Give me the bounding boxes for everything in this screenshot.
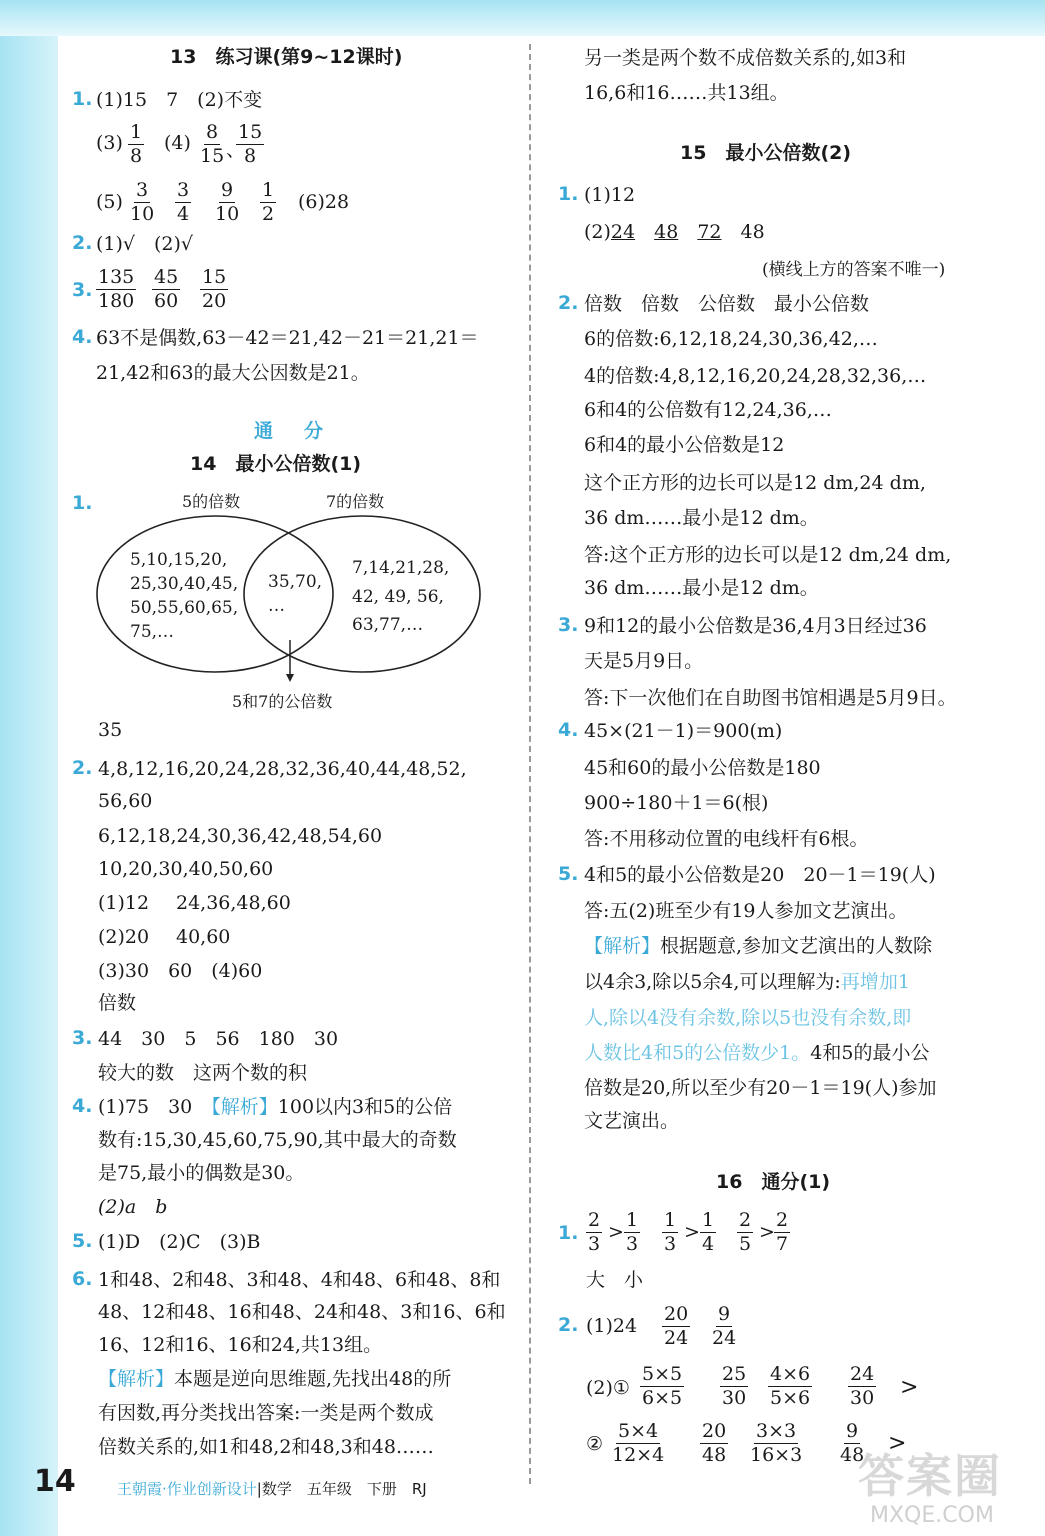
fraction: $\frac{1}{4}$	[702, 1209, 715, 1255]
answer-line: 16,6和16……共13组。	[584, 82, 789, 104]
answer-line: 【解析】根据题意,参加文艺演出的人数除	[584, 935, 933, 957]
separator: 、	[226, 139, 246, 161]
answer-line: 36 dm……最小是12 dm。	[584, 507, 819, 529]
answer-line: 这个正方形的边长可以是12 dm,24 dm,	[584, 472, 926, 494]
answer-line: 大 小	[586, 1269, 644, 1291]
fraction: $\frac{8}{15}$	[200, 121, 225, 167]
q-number: 3.	[72, 1027, 93, 1049]
fraction: $\frac{20}{48}$	[702, 1420, 727, 1466]
fraction: $\frac{25}{30}$	[722, 1363, 747, 1409]
answer-line: 6的倍数:6,12,18,24,30,36,42,…	[584, 328, 878, 350]
fraction: $\frac{9}{10}$	[215, 179, 240, 225]
fraction: $\frac{3}{4}$	[177, 179, 190, 225]
fraction: $\frac{1}{2}$	[262, 179, 275, 225]
fraction: $\frac{9}{24}$	[712, 1303, 737, 1349]
answer-line: 人,除以4没有余数,除以5也没有余数,即	[584, 1007, 912, 1029]
answer-line: 6和4的最小公倍数是12	[584, 434, 785, 456]
compare-sign: >	[900, 1375, 919, 1400]
answer-label: (2)①	[586, 1377, 630, 1399]
fraction: $\frac{15}{8}$	[238, 121, 263, 167]
answer-line: (2)a b	[98, 1196, 168, 1218]
venn-common-label: 5和7的公倍数	[232, 692, 333, 711]
q-number: 2.	[558, 292, 579, 314]
answer-line: (2)20	[98, 926, 150, 948]
fraction: $\frac{1}{8}$	[130, 121, 143, 167]
note: (横线上方的答案不唯一)	[762, 260, 946, 280]
watermark-logo: 答案圈	[858, 1449, 1002, 1503]
page-number: 14	[34, 1464, 76, 1499]
venn-set-a: 50,55,60,65,	[130, 598, 239, 618]
answer-line: 4和5的最小公倍数是20 20－1＝19(人)	[584, 864, 936, 886]
fraction: $\frac{3}{10}$	[130, 179, 155, 225]
answer-line: 44 30 5 56 180 30	[98, 1028, 339, 1050]
fraction: $\frac{5\times 4}{12\times 4}$	[612, 1420, 665, 1466]
q-number: 1.	[558, 1222, 579, 1244]
q-number: 6.	[72, 1268, 93, 1290]
answer-line: 倍数是20,所以至少有20－1＝19(人)参加	[584, 1077, 937, 1099]
q-number: 1.	[72, 88, 93, 110]
compare-sign: >	[608, 1221, 624, 1243]
answer-line: (1)√ (2)√	[96, 233, 194, 255]
answer-line: 有因数,再分类找出答案:一类是两个数成	[98, 1402, 434, 1424]
answer-line: 45和60的最小公倍数是180	[584, 757, 821, 779]
q-number: 5.	[72, 1230, 93, 1252]
lesson-15-title: 15 最小公倍数(2)	[680, 142, 852, 164]
fraction: $\frac{3\times 3}{16\times 3}$	[750, 1420, 803, 1466]
fraction: $\frac{45}{60}$	[154, 266, 179, 312]
answer-line: 较大的数 这两个数的积	[98, 1062, 308, 1084]
answer-line: 56,60	[98, 790, 153, 812]
fraction: $\frac{4\times 6}{5\times 6}$	[770, 1363, 811, 1409]
answer-line: (1)75 30 【解析】100以内3和5的公倍	[98, 1096, 453, 1118]
answer-line: (3)30 60 (4)60	[98, 960, 263, 982]
fraction: $\frac{5\times 5}{6\times 5}$	[642, 1363, 683, 1409]
answer-line: (1)15 7 (2)不变	[96, 89, 263, 111]
section-title: 通 分	[254, 420, 330, 442]
answer-line: (1)24	[586, 1315, 638, 1337]
venn-set-b: 42, 49, 56,	[352, 587, 444, 607]
answer-line: 40,60	[176, 926, 231, 948]
answer-line: (1)12	[584, 184, 636, 206]
venn-set-b: 63,77,…	[352, 615, 424, 635]
q-number: 4.	[558, 719, 579, 741]
answer-line: 倍数 倍数 公倍数 最小公倍数	[584, 293, 870, 315]
decorative-border-left	[0, 0, 58, 1536]
answer-line: 以4余3,除以5余4,可以理解为:再增加1	[584, 971, 910, 993]
analysis-tag: 【解析】	[211, 1096, 278, 1118]
watermark-url: MXQE.COM	[870, 1503, 994, 1528]
answer-line: 21,42和63的最大公因数是21。	[96, 362, 370, 384]
answer-line: (1)D (2)C (3)B	[98, 1231, 261, 1253]
fraction: $\frac{2}{5}$	[739, 1209, 752, 1255]
answer-label: (5)	[96, 191, 123, 213]
answer-line: (1)12	[98, 892, 150, 914]
fraction: $\frac{20}{24}$	[664, 1303, 689, 1349]
venn-intersection: …	[268, 596, 285, 616]
answer-line: 文艺演出。	[584, 1110, 680, 1132]
answer-line: 900÷180＋1＝6(根)	[584, 792, 769, 814]
q-number: 4.	[72, 326, 93, 348]
q-number: 3.	[72, 279, 93, 301]
q-number: 1.	[72, 492, 93, 514]
answer-line: 4,8,12,16,20,24,28,32,36,40,44,48,52,	[98, 758, 467, 780]
fraction: $\frac{135}{180}$	[98, 266, 135, 312]
q-number: 2.	[72, 232, 93, 254]
compare-sign: >	[759, 1221, 775, 1243]
answer-line: (2)24 48 72 48	[584, 221, 765, 243]
answer-line: 9和12的最小公倍数是36,4月3日经过36	[584, 615, 927, 637]
venn-label-b: 7的倍数	[326, 492, 385, 511]
answer-line: 35	[98, 719, 123, 741]
answer-line: 36 dm……最小是12 dm。	[584, 577, 819, 599]
q-number: 1.	[558, 183, 579, 205]
q-number: 5.	[558, 863, 579, 885]
answer-line: 1和48、2和48、3和48、4和48、6和48、8和	[98, 1269, 501, 1291]
lesson-16-title: 16 通分(1)	[716, 1171, 831, 1193]
decorative-border-top	[0, 0, 1045, 36]
compare-sign: >	[888, 1431, 907, 1456]
answer-line: (6)28	[298, 191, 350, 213]
answer-line: 答:这个正方形的边长可以是12 dm,24 dm,	[584, 544, 952, 566]
venn-set-b: 7,14,21,28,	[352, 558, 450, 578]
footer-info: 王朝霞·作业创新设计|数学 五年级 下册 RJ	[117, 1480, 427, 1498]
answer-line: 63不是偶数,63－42＝21,42－21＝21,21＝	[96, 327, 479, 349]
venn-intersection: 35,70,	[268, 572, 323, 592]
q-number: 3.	[558, 614, 579, 636]
fraction: $\frac{9}{48}$	[840, 1420, 865, 1466]
footer-brand: 王朝霞·作业创新设计	[117, 1480, 257, 1498]
q-number: 2.	[558, 1314, 579, 1336]
column-divider	[529, 44, 531, 1484]
fraction: $\frac{15}{20}$	[202, 266, 227, 312]
venn-set-a: 25,30,40,45,	[130, 574, 239, 594]
answer-line: 是75,最小的偶数是30。	[98, 1162, 305, 1184]
answer-line: 答:下一次他们在自助图书馆相遇是5月9日。	[584, 687, 957, 709]
q-number: 4.	[72, 1095, 93, 1117]
answer-line: 45×(21－1)＝900(m)	[584, 720, 783, 742]
fraction: $\frac{2}{7}$	[776, 1209, 789, 1255]
fraction: $\frac{1}{3}$	[626, 1209, 639, 1255]
answer-line: 人数比4和5的公倍数少1。4和5的最小公	[584, 1042, 930, 1064]
q-number: 2.	[72, 757, 93, 779]
venn-set-a: 5,10,15,20,	[130, 550, 228, 570]
fraction: $\frac{24}{30}$	[850, 1363, 875, 1409]
analysis-tag: 【解析】	[584, 935, 661, 957]
answer-label: (3)	[96, 132, 123, 154]
answer-line: 6和4的公倍数有12,24,36,…	[584, 399, 832, 421]
answer-line: 倍数	[98, 992, 137, 1014]
answer-line: 48、12和48、16和48、24和48、3和16、6和	[98, 1301, 506, 1323]
answer-line: 答:五(2)班至少有19人参加文艺演出。	[584, 900, 908, 922]
venn-label-a: 5的倍数	[182, 492, 241, 511]
venn-set-a: 75,…	[130, 622, 175, 642]
answer-line: 另一类是两个数不成倍数关系的,如3和	[584, 47, 907, 69]
answer-label: ②	[586, 1433, 604, 1455]
answer-line: 【解析】本题是逆向思维题,先找出48的所	[98, 1368, 452, 1390]
answer-line: 数有:15,30,45,60,75,90,其中最大的奇数	[98, 1129, 457, 1151]
answer-line: 4的倍数:4,8,12,16,20,24,28,32,36,…	[584, 365, 927, 387]
fraction: $\frac{1}{3}$	[664, 1209, 677, 1255]
answer-label: (4)	[164, 132, 191, 154]
fraction: $\frac{2}{3}$	[588, 1209, 601, 1255]
lesson-14-title: 14 最小公倍数(1)	[190, 453, 362, 475]
answer-line: 24,36,48,60	[176, 892, 291, 914]
answer-line: 天是5月9日。	[584, 650, 704, 672]
answer-line: 10,20,30,40,50,60	[98, 858, 274, 880]
answer-line: 6,12,18,24,30,36,42,48,54,60	[98, 825, 383, 847]
compare-sign: >	[684, 1221, 700, 1243]
lesson-13-title: 13 练习课(第9~12课时)	[170, 46, 403, 68]
answer-line: 16、12和16、16和24,共13组。	[98, 1334, 383, 1356]
answer-line: 答:不用移动位置的电线杆有6根。	[584, 828, 869, 850]
answer-line: 倍数关系的,如1和48,2和48,3和48……	[98, 1436, 434, 1458]
analysis-tag: 【解析】	[98, 1368, 175, 1390]
